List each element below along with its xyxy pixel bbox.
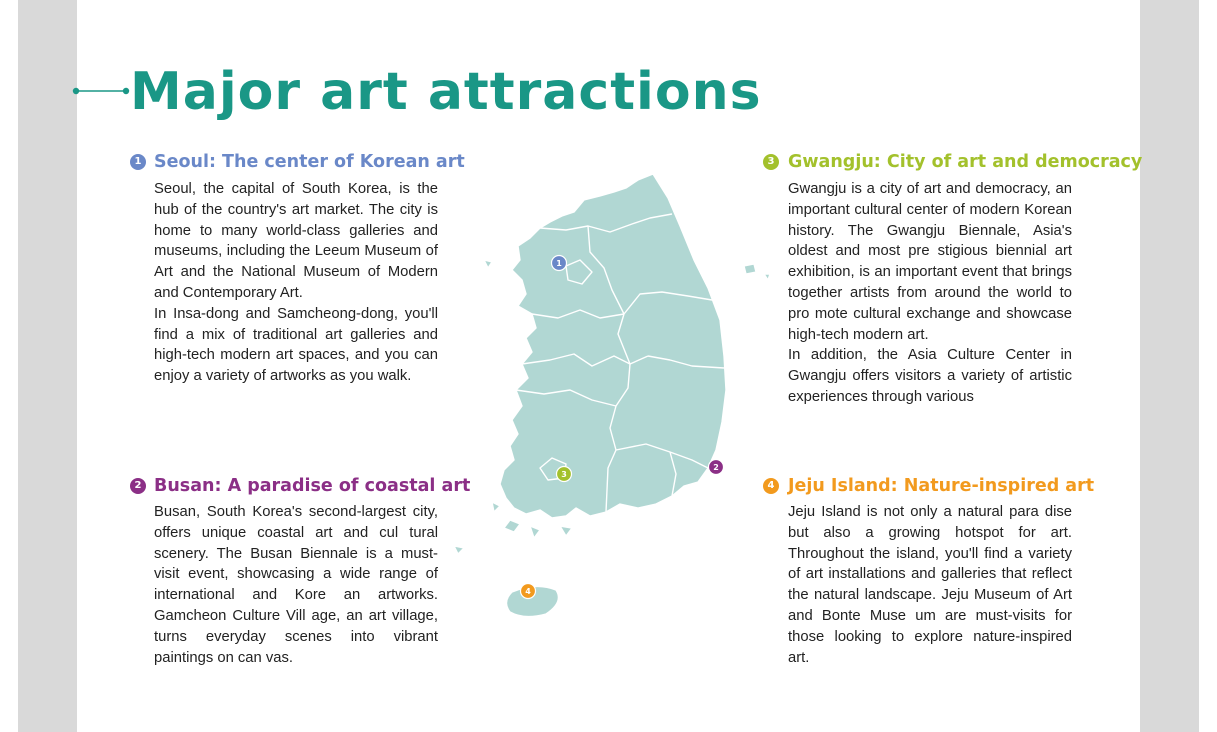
- jeju-map-marker-number: 4: [525, 587, 531, 596]
- gwangju-heading-subtitle: City of art and democracy: [880, 152, 1143, 172]
- seoul-heading-subtitle: The center of Korean art: [215, 152, 465, 172]
- south-korea-map: [440, 168, 770, 628]
- island: [560, 526, 572, 536]
- mainland-outline: [500, 174, 726, 518]
- jeju-heading-subtitle: Nature-inspired art: [897, 476, 1095, 496]
- gwangju-paragraph: In addition, the Asia Culture Center in Gwangju offers visitors a variety of artistic experiences through various: [788, 347, 1072, 405]
- jeju-heading: [788, 474, 1094, 498]
- seoul-paragraph: In Insa-dong and Samcheong-dong, you'll find a mix of traditional art galleries and high-tech modern art spaces, and you can enjoy a variety of artworks as you walk.: [154, 305, 438, 385]
- busan-heading-name: Busan:: [154, 476, 222, 496]
- seoul-paragraph: Seoul, the capital of South Korea, is the hub of the country's art market. The city is home to many world-class galleries and museums, including the Leeum Museum of Art and the National Museum of Modern and Contemporary Art.: [154, 181, 438, 301]
- island: [492, 502, 500, 512]
- seoul-map-marker: [552, 256, 567, 271]
- seoul-number-badge: 1: [130, 154, 146, 170]
- gwangju-map-marker: [557, 467, 572, 482]
- busan-heading: [154, 474, 470, 498]
- seoul-heading: [154, 150, 465, 174]
- gwangju-paragraph: Gwangju is a city of art and democracy, an important cultural center of modern Korean history. The Gwangju Biennale, Asia's oldest and most pre stigious biennial art exhibition, is an important event that brings together artists from around the world to pro mote cultural exchange and showcase high-tech modern art.: [788, 181, 1072, 343]
- busan-description: [154, 502, 438, 668]
- island: [530, 526, 540, 538]
- jeju-heading-name: Jeju Island:: [788, 476, 898, 496]
- island: [744, 264, 756, 274]
- gwangju-heading: [788, 150, 1142, 174]
- busan-paragraph: Busan, South Korea's second-largest city, offers unique coastal art and cul tural scenery. The Busan Biennale is a must-visit event, showcasing a wide range of international and Kore an artworks. Gamcheon Culture Vill age, an art village, turns everyday scenes into vibrant paintings on can vas.: [154, 504, 438, 666]
- left-margin-bar: [18, 0, 77, 732]
- busan-map-marker: [709, 460, 724, 475]
- title-line-decoration: [72, 84, 132, 98]
- busan-number-badge: 2: [130, 478, 146, 494]
- gwangju-description: [788, 179, 1072, 408]
- seoul-map-marker-number: 1: [556, 259, 562, 268]
- jeju-paragraph: Jeju Island is not only a natural para dise but also a growing hotspot for art. Throughout the island, you'll find a variety of art installations and galleries that reflect the natural landscape. Jeju Museum of Art and Bonte Muse um are must-visits for those looking to explore nature-inspired art.: [788, 504, 1072, 666]
- jeju-description: [788, 502, 1072, 668]
- busan-map-marker-number: 2: [713, 463, 719, 472]
- island: [484, 260, 492, 268]
- island: [454, 546, 464, 554]
- busan-heading-subtitle: A paradise of coastal art: [221, 476, 471, 496]
- seoul-description: [154, 179, 438, 387]
- seoul-heading-name: Seoul:: [154, 152, 216, 172]
- page-title: Major art attractions: [130, 62, 762, 122]
- right-margin-bar: [1140, 0, 1199, 732]
- gwangju-number-badge: 3: [763, 154, 779, 170]
- jeju-map-marker: [521, 584, 536, 599]
- gwangju-map-marker-number: 3: [561, 470, 567, 479]
- jeju-number-badge: 4: [763, 478, 779, 494]
- island: [504, 520, 520, 532]
- gwangju-heading-name: Gwangju:: [788, 152, 881, 172]
- island: [764, 274, 770, 280]
